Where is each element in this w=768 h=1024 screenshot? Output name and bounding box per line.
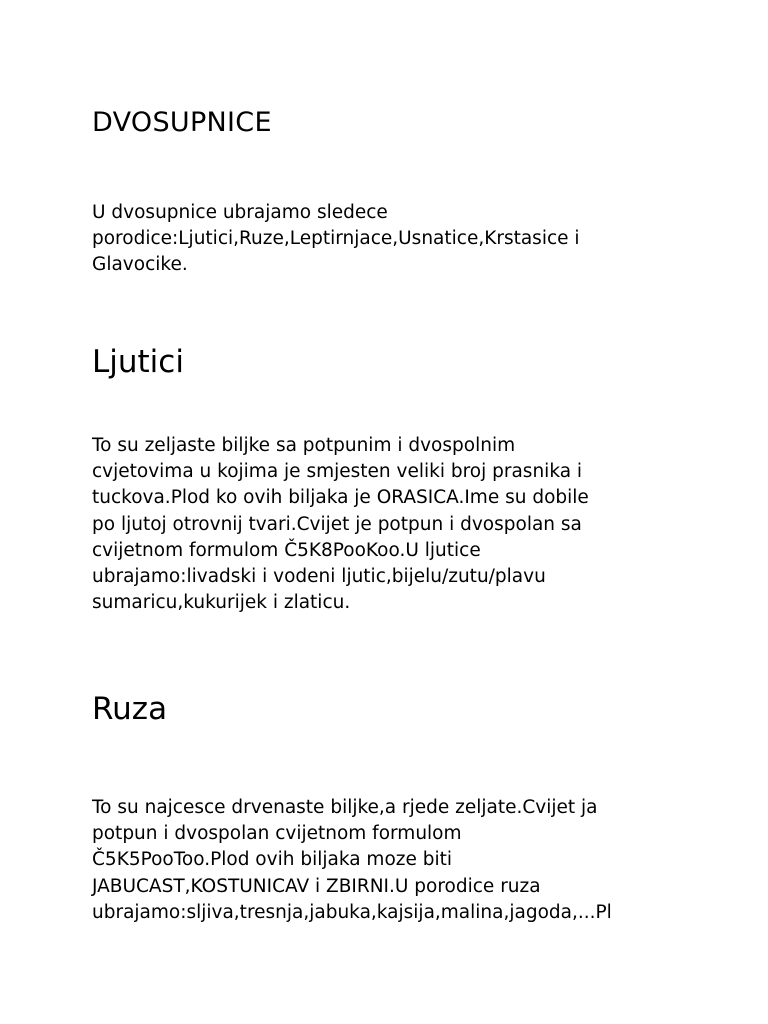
paragraph-line: cvjetovima u kojima je smjesten veliki broj prasnika i: [92, 461, 583, 483]
section-paragraph-ljutici: [92, 433, 589, 616]
paragraph-line: Č5K5PooToo.Plod ovih biljaka moze biti: [92, 849, 453, 871]
paragraph-line: po ljutoj otrovnij tvari.Cvijet je potpun i dvospolan sa: [92, 513, 582, 535]
paragraph-line: ubrajamo:livadski i vodeni ljutic,bijelu/zutu/plavu: [92, 566, 546, 588]
paragraph-line: cvijetnom formulom Č5K8PooKoo.U ljutice: [92, 539, 481, 561]
paragraph-line: ubrajamo:sljiva,tresnja,jabuka,kajsija,malina,jagoda,...Pl: [92, 901, 612, 923]
intro-line: U dvosupnice ubrajamo sledece: [92, 202, 388, 223]
paragraph-line: potpun i dvospolan cvijetnom formulom: [92, 823, 462, 845]
section-heading-ljutici: Ljutici: [92, 344, 184, 380]
intro-line: porodice:Ljutici,Ruze,Leptirnjace,Usnatice,Krstasice i: [92, 228, 580, 250]
intro-paragraph: [92, 200, 580, 279]
document-title: DVOSUPNICE: [92, 107, 272, 138]
section-heading-ruza: Ruza: [92, 691, 168, 727]
intro-line: Glavocike.: [92, 254, 188, 276]
paragraph-line: JABUCAST,KOSTUNICAV i ZBIRNI.U porodice ruza: [92, 875, 541, 897]
paragraph-line: To su najcesce drvenaste biljke,a rjede zeljate.Cvijet ja: [92, 797, 598, 818]
paragraph-line: sumaricu,kukurijek i zlaticu.: [92, 592, 351, 614]
paragraph-line: tuckova.Plod ko ovih biljaka je ORASICA.Ime su dobile: [92, 487, 589, 509]
section-paragraph-ruza: [92, 795, 612, 926]
paragraph-line: To su zeljaste biljke sa potpunim i dvospolnim: [92, 435, 516, 456]
